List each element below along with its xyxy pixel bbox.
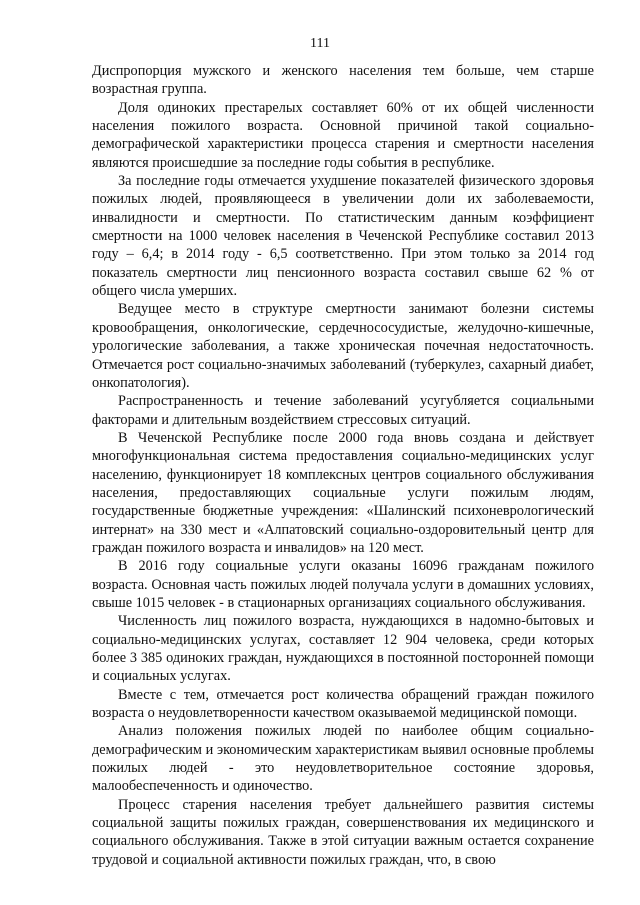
paragraph-lonely-elderly-share: Доля одиноких престарелых составляет 60% от их общей численности населения пожилого возраста. Основной причиной такой социально-демографической характеристики процесса старения и смертности населения являются происшедшие за последние годы события в республике. [92, 99, 594, 171]
paragraph-aging-process: Процесс старения населения требует дальнейшего развития системы социальной защиты пожилых граждан, совершенствования их медицинского и социального обслуживания. Также в этой ситуации важным остается сохранение трудовой и социальной активности пожилых граждан, что, в свою [92, 796, 594, 868]
paragraph-social-services-system: В Чеченской Республике после 2000 года вновь создана и действует многофункциональная система предоставления социально-медицинских услуг населению, функционирует 18 комплексных центров социального обслуживания населения, предоставляющих социальные услуги пожилым людям, государственные бюджетные учреждения: «Шалинский психоневрологический интернат» на 330 мест и «Алпатовский социально-оздоровительный центр для граждан пожилого возраста и инвалидов» на 120 мест. [92, 429, 594, 556]
paragraph-health-indicators: За последние годы отмечается ухудшение показателей физического здоровья пожилых людей, проявляющееся в увеличении доли их заболеваемости, инвалидности и смертности. По статистическим данным коэффициент смертности на 1000 человек населения в Чеченской Республике составил 2013 году – 6,4; в 2014 году - 6,5 соответственно. При этом только за 2014 год показатель смертности лиц пенсионного возраста составил свыше 62 % от общего числа умерших. [92, 173, 594, 300]
paragraph-mortality-structure: Ведущее место в структуре смертности занимают болезни системы кровообращения, онкологические, сердечнососудистые, желудочно-кишечные, урологические заболевания, а также хроническая почечная недостаточность. Отмечается рост социально-значимых заболеваний (туберкулез, сахарный диабет, онкопатология). [92, 301, 594, 391]
paragraph-disease-factors: Распространенность и течение заболеваний усугубляется социальными факторами и длительным воздействием стрессовых ситуаций. [92, 393, 594, 428]
paragraph-analysis: Анализ положения пожилых людей по наиболее общим социально-демографическим и экономическим характеристикам выявил основные проблемы пожилых людей - это неудовлетворительное состояние здоровья, малообеспеченность и одиночество. [92, 723, 594, 795]
paragraph-services-2016: В 2016 году социальные услуги оказаны 16096 гражданам пожилого возраста. Основная часть пожилых людей получала услуги в домашних условиях, свыше 1015 человек - в стационарных организациях социального обслуживания. [92, 558, 594, 611]
paragraph-home-care-need: Численность лиц пожилого возраста, нуждающихся в надомно-бытовых и социально-медицинских услугах, составляет 12 904 человека, среди которых более 3 385 одиноких граждан, нуждающихся в постоянной посторонней помощи и социальных услугах. [92, 613, 594, 685]
paragraph-gender-disproportion: Диспропорция мужского и женского населения тем больше, чем старше возрастная группа. [92, 63, 594, 98]
document-body [92, 62, 594, 869]
paragraph-complaints: Вместе с тем, отмечается рост количества обращений граждан пожилого возраста о неудовлетворенности качеством оказываемой медицинской помощи. [92, 686, 594, 722]
page-number: 111 [310, 36, 330, 51]
